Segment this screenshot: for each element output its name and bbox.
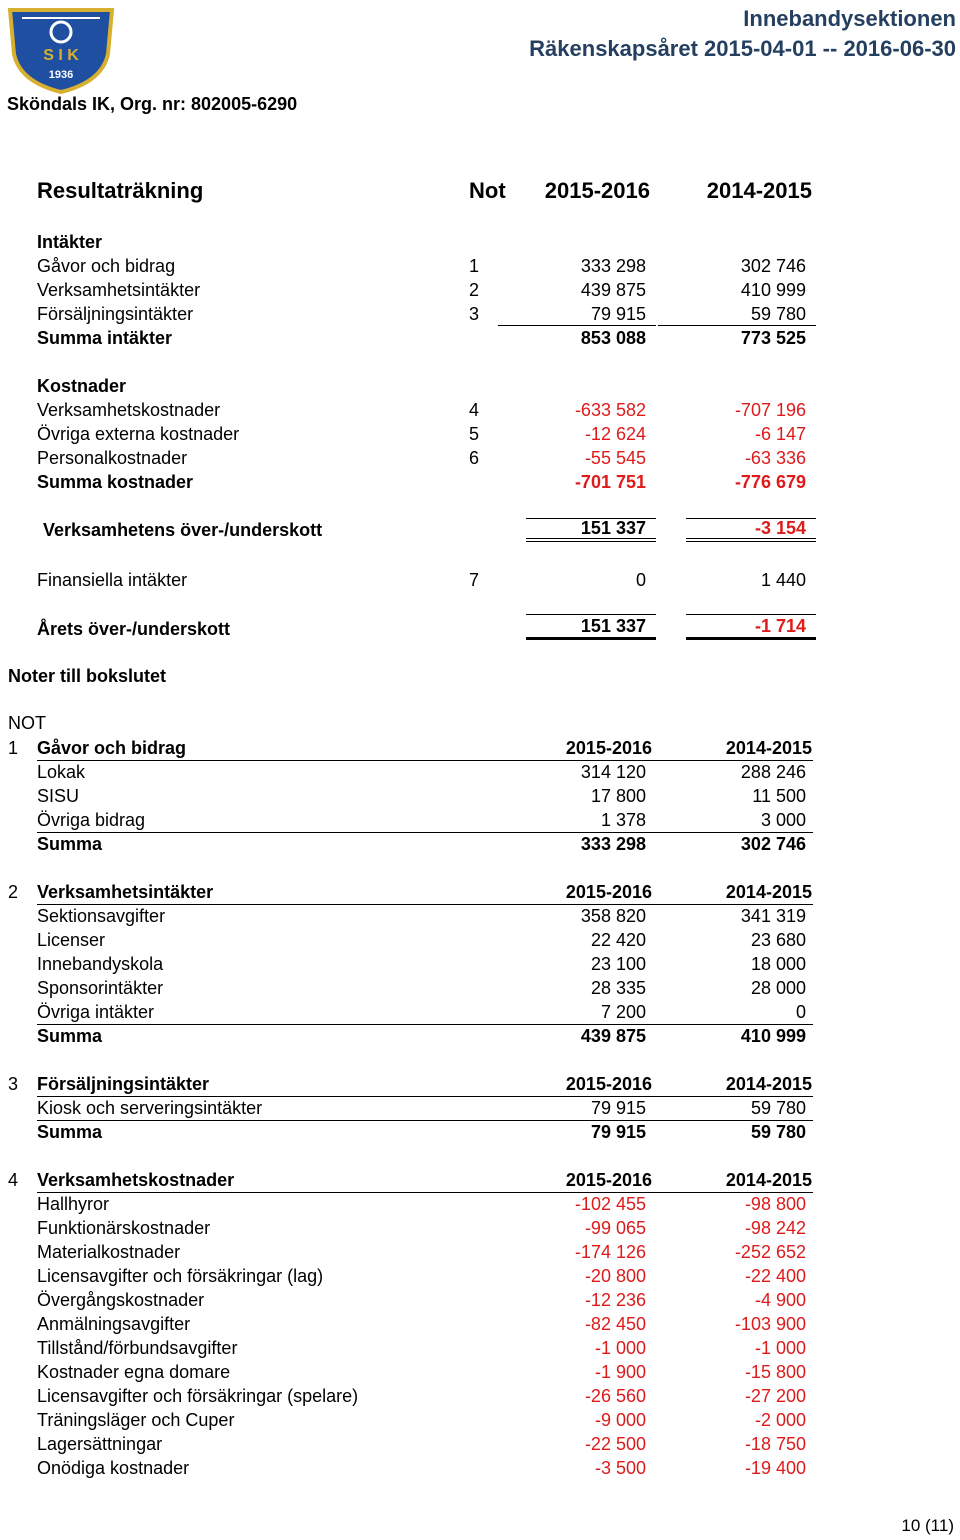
cost-row-label: Verksamhetskostnader (37, 400, 221, 420)
cost-row-a: -12 624 (584, 424, 646, 444)
note-row-b: -18 750 (744, 1434, 806, 1454)
note-row-b: -103 900 (734, 1314, 806, 1334)
note-row-label: Lagersättningar (37, 1434, 163, 1454)
financial-b: 1 440 (760, 570, 806, 590)
note-row-a: -9 000 (594, 1410, 646, 1430)
note-row-label: Onödiga kostnader (37, 1458, 190, 1478)
note-title: Försäljningsintäkter (37, 1074, 210, 1094)
note-rule (37, 1192, 813, 1193)
financial-a: 0 (635, 570, 646, 590)
note-row-label: Sektionsavgifter (37, 906, 166, 926)
cost-row-b: -6 147 (754, 424, 806, 444)
note-row-b: 11 500 (752, 786, 806, 806)
income-statement-title: Resultaträkning (37, 178, 204, 203)
note-number: 4 (8, 1170, 19, 1190)
note-row-label: Licenser (37, 930, 106, 950)
note-row-b: 0 (795, 1002, 806, 1022)
note-row-a: -174 126 (574, 1242, 646, 1262)
note-row-b: 288 246 (740, 762, 806, 782)
note-row-label: Tillstånd/förbundsavgifter (37, 1338, 238, 1358)
note-rule (37, 904, 813, 905)
note-row-a: 358 820 (580, 906, 646, 926)
cost-row-not: 4 (469, 400, 480, 420)
note-col-b: 2014-2015 (725, 738, 812, 758)
sum-cost-b: -776 679 (734, 472, 806, 492)
note-row-b: -22 400 (744, 1266, 806, 1286)
note-row-b: -98 800 (744, 1194, 806, 1214)
note-col-a: 2015-2016 (565, 738, 652, 758)
note-row-label: Lokak (37, 762, 86, 782)
operating-result-label: Verksamhetens över-/underskott (43, 520, 323, 540)
note-sum-label: Summa (37, 1026, 103, 1046)
note-row-label: Innebandyskola (37, 954, 164, 974)
note-rule (37, 760, 813, 761)
cost-row-a: -633 582 (574, 400, 646, 420)
income-row-a: 333 298 (580, 256, 646, 276)
sum-income-label: Summa intäkter (37, 328, 173, 348)
income-row-not: 1 (469, 256, 480, 276)
note-number: 3 (8, 1074, 19, 1094)
note-row-b: 28 000 (750, 978, 806, 998)
note-row-b: -27 200 (744, 1386, 806, 1406)
note-row-a: -12 236 (584, 1290, 646, 1310)
cost-row-label: Personalkostnader (37, 448, 188, 468)
note-number: 1 (8, 738, 19, 758)
note-row-b: -15 800 (744, 1362, 806, 1382)
notes-title: Noter till bokslutet (8, 666, 167, 686)
cost-row-a: -55 545 (584, 448, 646, 468)
note-col-b: 2014-2015 (725, 882, 812, 902)
note-number: 2 (8, 882, 19, 902)
col-not-header: Not (469, 178, 506, 203)
sum-cost-a: -701 751 (574, 472, 646, 492)
note-row-label: Hallhyror (37, 1194, 110, 1214)
income-row-a: 439 875 (580, 280, 646, 300)
note-row-label: Sponsorintäkter (37, 978, 164, 998)
note-row-a: -102 455 (574, 1194, 646, 1214)
income-row-label: Försäljningsintäkter (37, 304, 194, 324)
note-row-label: Övriga intäkter (37, 1002, 155, 1022)
note-row-b: 341 319 (740, 906, 806, 926)
note-row-label: Licensavgifter och försäkringar (lag) (37, 1266, 324, 1286)
note-sum-a: 79 915 (590, 1122, 646, 1142)
sum-income-a: 853 088 (580, 328, 646, 348)
note-row-a: -99 065 (584, 1218, 646, 1238)
note-row-a: 17 800 (590, 786, 646, 806)
note-row-label: Kostnader egna domare (37, 1362, 231, 1382)
note-row-a: -20 800 (584, 1266, 646, 1286)
cost-row-b: -63 336 (744, 448, 806, 468)
note-rule (37, 832, 813, 833)
cost-row-not: 6 (469, 448, 480, 468)
note-col-b: 2014-2015 (725, 1170, 812, 1190)
note-row-b: 59 780 (750, 1098, 806, 1118)
note-col-b: 2014-2015 (725, 1074, 812, 1094)
total-rule (686, 614, 816, 615)
note-row-label: Kiosk och serveringsintäkter (37, 1098, 263, 1118)
note-row-b: 18 000 (750, 954, 806, 974)
note-row-b: -98 242 (744, 1218, 806, 1238)
logo-text: S I K (43, 47, 79, 64)
sum-rule (658, 325, 816, 326)
note-sum-b: 59 780 (750, 1122, 806, 1142)
income-row-b: 410 999 (740, 280, 806, 300)
sum-cost-label: Summa kostnader (37, 472, 194, 492)
cost-row-not: 5 (469, 424, 480, 444)
note-title: Verksamhetskostnader (37, 1170, 235, 1190)
note-row-label: Övriga bidrag (37, 810, 146, 830)
note-rule (37, 1096, 813, 1097)
thick-rule (686, 637, 816, 640)
org-number: Sköndals IK, Org. nr: 802005-6290 (7, 94, 298, 114)
year-result-b: -1 714 (754, 616, 806, 636)
note-row-a: -22 500 (584, 1434, 646, 1454)
total-rule (526, 614, 656, 615)
double-rule (526, 538, 656, 542)
note-rule (37, 1024, 813, 1025)
note-row-a: 28 335 (590, 978, 646, 998)
operating-result-a: 151 337 (580, 518, 646, 538)
note-row-a: 314 120 (580, 762, 646, 782)
note-col-a: 2015-2016 (565, 1170, 652, 1190)
note-row-a: 7 200 (600, 1002, 646, 1022)
year-result-label: Årets över-/underskott (37, 619, 231, 639)
income-row-b: 59 780 (750, 304, 806, 324)
note-row-b: 3 000 (760, 810, 806, 830)
double-rule (686, 538, 816, 542)
note-row-label: Licensavgifter och försäkringar (spelare) (37, 1386, 359, 1406)
note-row-a: 1 378 (600, 810, 646, 830)
note-sum-b: 302 746 (740, 834, 806, 854)
note-sum-label: Summa (37, 1122, 103, 1142)
note-sum-b: 410 999 (740, 1026, 806, 1046)
income-row-b: 302 746 (740, 256, 806, 276)
page-number: 10 (11) (901, 1516, 954, 1535)
note-row-a: -1 900 (594, 1362, 646, 1382)
note-rule (37, 1120, 813, 1121)
income-row-label: Gåvor och bidrag (37, 256, 176, 276)
note-row-label: SISU (37, 786, 80, 806)
cost-row-label: Övriga externa kostnader (37, 424, 240, 444)
note-row-label: Materialkostnader (37, 1242, 181, 1262)
income-row-a: 79 915 (590, 304, 646, 324)
note-row-a: 22 420 (590, 930, 646, 950)
note-row-b: -19 400 (744, 1458, 806, 1478)
note-row-a: 79 915 (590, 1098, 646, 1118)
col-b-header: 2014-2015 (706, 178, 812, 203)
income-heading: Intäkter (37, 232, 103, 252)
note-row-label: Anmälningsavgifter (37, 1314, 191, 1334)
fiscal-year: Räkenskapsåret 2015-04-01 -- 2016-06-30 (529, 36, 956, 61)
note-title: Verksamhetsintäkter (37, 882, 214, 902)
logo-year: 1936 (48, 69, 74, 81)
note-row-b: -2 000 (754, 1410, 806, 1430)
financial-not: 7 (469, 570, 480, 590)
note-row-b: -1 000 (754, 1338, 806, 1358)
year-result-a: 151 337 (580, 616, 646, 636)
note-row-a: -1 000 (594, 1338, 646, 1358)
cost-heading: Kostnader (37, 376, 127, 396)
income-row-not: 2 (469, 280, 480, 300)
section-title: Innebandysektionen (743, 6, 956, 31)
thick-rule (526, 637, 656, 640)
note-row-label: Övergångskostnader (37, 1290, 205, 1310)
sum-income-b: 773 525 (740, 328, 806, 348)
note-row-a: -82 450 (584, 1314, 646, 1334)
note-row-label: Funktionärskostnader (37, 1218, 211, 1238)
note-col-a: 2015-2016 (565, 882, 652, 902)
note-sum-label: Summa (37, 834, 103, 854)
note-col-a: 2015-2016 (565, 1074, 652, 1094)
operating-result-b: -3 154 (754, 518, 806, 538)
col-a-header: 2015-2016 (544, 178, 650, 203)
note-row-a: 23 100 (590, 954, 646, 974)
note-row-b: -4 900 (754, 1290, 806, 1310)
note-row-a: -3 500 (594, 1458, 646, 1478)
note-title: Gåvor och bidrag (37, 738, 187, 758)
note-row-b: 23 680 (750, 930, 806, 950)
financial-label: Finansiella intäkter (37, 570, 188, 590)
note-sum-a: 439 875 (580, 1026, 646, 1046)
sum-rule (498, 325, 656, 326)
note-sum-a: 333 298 (580, 834, 646, 854)
income-row-not: 3 (469, 304, 480, 324)
not-label: NOT (8, 713, 46, 733)
note-row-a: -26 560 (584, 1386, 646, 1406)
cost-row-b: -707 196 (734, 400, 806, 420)
note-row-b: -252 652 (734, 1242, 806, 1262)
club-logo (4, 2, 118, 94)
income-row-label: Verksamhetsintäkter (37, 280, 201, 300)
note-row-label: Träningsläger och Cuper (37, 1410, 235, 1430)
